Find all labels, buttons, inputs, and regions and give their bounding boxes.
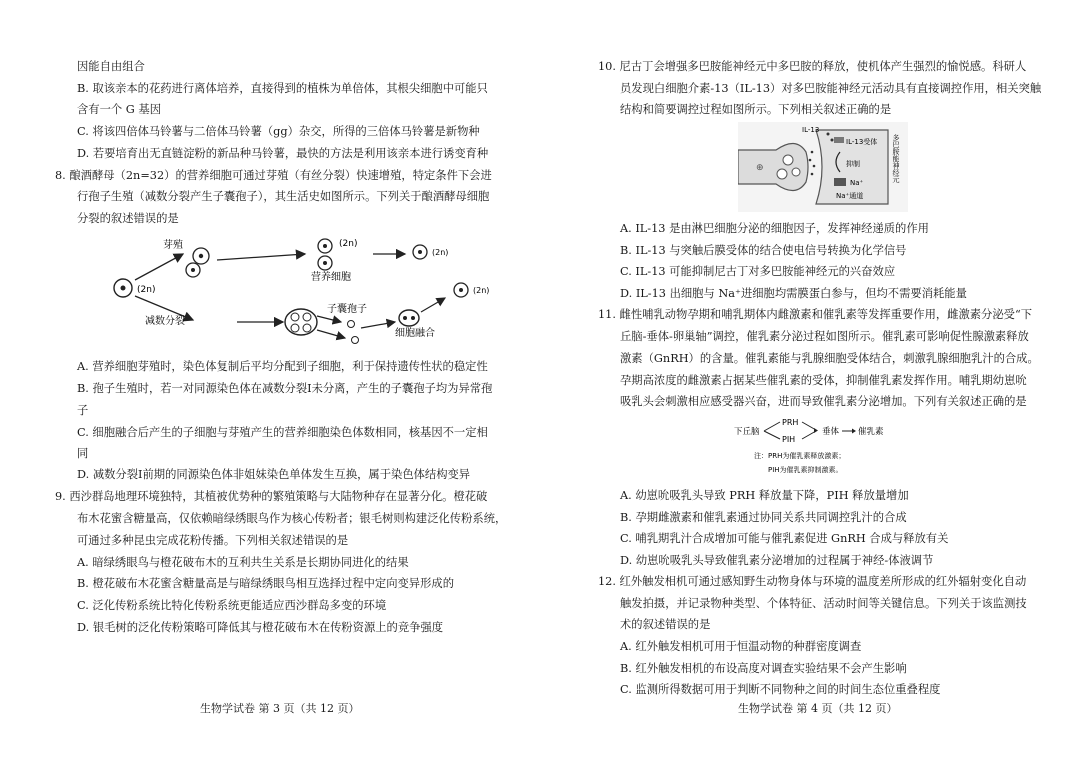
option-b: B. 橙花破布木花蜜含糖量高是与暗绿绣眼鸟相互选择过程中定向变异形成的 xyxy=(77,577,454,590)
ploidy-label: (2n) xyxy=(339,239,358,249)
option-d: D. 幼崽吮吸乳头导致催乳素分泌增加的过程属于神经-体液调节 xyxy=(620,554,934,567)
prolactin-label: 催乳素 xyxy=(858,427,884,437)
pituitary-label: 垂体 xyxy=(822,427,840,437)
option-d: D. 若要培育出无直链淀粉的新品种马铃薯，最快的方法是利用该亲本进行诱变育种 xyxy=(77,147,489,160)
pih-label: PIH xyxy=(782,435,796,444)
na-label: Na⁺ xyxy=(850,179,864,187)
cell-icon xyxy=(413,245,427,259)
svg-text:⊕: ⊕ xyxy=(756,163,764,173)
ploidy-label: (2n) xyxy=(432,248,449,257)
ascospore-label: 子囊孢子 xyxy=(327,304,367,315)
option-a: A. IL-13 是由淋巴细胞分泌的细胞因子，发挥神经递质的作用 xyxy=(620,222,929,235)
text-line: 触发拍摄，并记录物种类型、个体特征、活动时间等关键信息。下列关于该监测技 xyxy=(620,597,1027,610)
inhibit-label: 抑制 xyxy=(846,160,860,168)
page-footer-right: 生物学试卷 第 4 页（共 12 页） xyxy=(738,702,898,715)
option-d: D. IL-13 出细胞与 Na⁺进细胞均需膜蛋白参与，但均不需要消耗能量 xyxy=(620,287,967,300)
question-8-stem: 8. 酿酒酵母（2n=32）的营养细胞可通过芽殖（有丝分裂）快速增殖，特定条件下会进 xyxy=(55,169,492,182)
option-c: C. IL-13 可能抑制尼古丁对多巴胺能神经元的兴奋效应 xyxy=(620,265,896,278)
ascus-icon xyxy=(285,309,317,335)
option-d: D. 银毛树的泛化传粉策略可降低其与橙花破布木在传粉资源上的竞争强度 xyxy=(77,621,444,634)
il13-label: IL-13 xyxy=(802,126,820,134)
text-line: 结构和简要调控过程如图所示。下列相关叙述正确的是 xyxy=(620,103,892,116)
question-9-stem: 9. 西沙群岛地理环境独特，其植被优势种的繁殖策略与大陆物种存在显著分化。橙花破 xyxy=(55,490,488,503)
option-b: B. 孕期雌激素和催乳素通过协同关系共同调控乳汁的合成 xyxy=(620,511,907,524)
option-b: B. 红外触发相机的布设高度对调查实验结果不会产生影响 xyxy=(620,662,907,675)
prolactin-regulation-figure xyxy=(734,414,914,478)
text-line: 行孢子生殖（减数分裂产生子囊孢子），其生活史如图所示。下列关于酿酒酵母细胞 xyxy=(77,190,490,203)
page-footer-left: 生物学试卷 第 3 页（共 12 页） xyxy=(200,702,360,715)
text-line: 术的叙述错误的是 xyxy=(620,618,711,631)
option-a: A. 营养细胞芽殖时，染色体复制后平均分配到子细胞，利于保持遗传性状的稳定性 xyxy=(77,360,488,373)
option-a: A. 暗绿绣眼鸟与橙花破布木的互利共生关系是长期协同进化的结果 xyxy=(77,556,409,569)
na-channel-label: Na⁺通道 xyxy=(836,192,864,200)
fusion-label: 细胞融合 xyxy=(395,328,435,339)
prh-label: PRH xyxy=(782,418,799,427)
hypothalamus-label: 下丘脑 xyxy=(734,427,760,437)
question-12-stem: 12. 红外触发相机可通过感知野生动物身体与环境的温度差所形成的红外辐射变化自动 xyxy=(598,575,1027,588)
text-line: 丘脑-垂体-卵巢轴”调控，催乳素分泌过程如图所示。催乳素可影响促性腺激素释放 xyxy=(620,330,1029,343)
ploidy-label: (2n) xyxy=(473,286,490,295)
cell-icon xyxy=(454,283,468,297)
text-line: 布木花蜜含糖量高，仅依赖暗绿绣眼鸟作为核心传粉者；银毛树则构建泛化传粉系统， xyxy=(77,512,507,525)
option-c: C. 监测所得数据可用于判断不同物种之间的时间生态位重叠程度 xyxy=(620,683,941,696)
yeast-life-cycle-figure xyxy=(105,232,495,347)
figure-note: 注：PRH为催乳素释放激素； xyxy=(754,452,846,460)
il13-receptor-label: IL-13受体 xyxy=(846,138,878,146)
text-line: 激素（GnRH）的含量。催乳素能与乳腺细胞受体结合，刺激乳腺细胞乳汁的合成。 xyxy=(620,352,1039,365)
start-cell xyxy=(114,279,132,297)
option-d: D. 减数分裂Ⅰ前期的同源染色体非姐妹染色单体发生互换，属于染色体结构变异 xyxy=(77,468,471,481)
figure-note: PIH为催乳素抑制激素。 xyxy=(768,466,843,474)
vegetative-cells-icon xyxy=(318,239,332,270)
text-line: 子 xyxy=(77,404,89,417)
meiosis-label: 减数分裂 xyxy=(145,316,185,327)
option-a: A. 幼崽吮吸乳头导致 PRH 释放量下降，PIH 释放量增加 xyxy=(620,489,909,502)
text-line: 因能自由组合 xyxy=(77,60,145,73)
dopaminergic-neuron-label: 多巴胺能神经元 xyxy=(892,134,900,183)
question-10-stem: 10. 尼古丁会增强多巴胺能神经元中多巴胺的释放，使机体产生强烈的愉悦感。科研人 xyxy=(598,60,1027,73)
budding-label: 芽殖 xyxy=(163,240,183,251)
text-line: 员发现白细胞介素-13（IL-13）对多巴胺能神经元活动具有直接调控作用，相关突触 xyxy=(620,82,1042,95)
ploidy-label: (2n) xyxy=(137,285,156,295)
text-line: 可通过多种昆虫完成花粉传播。下列相关叙述错误的是 xyxy=(77,534,349,547)
text-line: 孕期高浓度的雌激素占据某些催乳素的受体，抑制催乳素发挥作用。哺乳期幼崽吮 xyxy=(620,374,1027,387)
text-line: 含有一个 G 基因 xyxy=(77,103,161,116)
text-line: 分裂的叙述错误的是 xyxy=(77,212,179,225)
text-line: 吸乳头会刺激相应感受器兴奋，进而导致催乳素分泌增加。下列有关叙述正确的是 xyxy=(620,395,1027,408)
spore-icon xyxy=(348,321,359,344)
budding-cell-icon xyxy=(186,248,209,277)
synapse-figure xyxy=(738,122,908,212)
text-line: 同 xyxy=(77,447,89,460)
option-c: C. 细胞融合后产生的子细胞与芽殖产生的营养细胞染色体数相同，核基因不一定相 xyxy=(77,426,488,439)
option-c: C. 将该四倍体马铃薯与二倍体马铃薯（gg）杂交，所得的三倍体马铃薯是新物种 xyxy=(77,125,480,138)
option-b: B. 取该亲本的花药进行离体培养，直接得到的植株为单倍体，其根尖细胞中可能只 xyxy=(77,82,488,95)
option-c: C. 泛化传粉系统比特化传粉系统更能适应西沙群岛多变的环境 xyxy=(77,599,387,612)
option-b: B. IL-13 与突触后膜受体的结合使电信号转换为化学信号 xyxy=(620,244,907,257)
option-a: A. 红外触发相机可用于恒温动物的种群密度调查 xyxy=(620,640,862,653)
option-b: B. 孢子生殖时，若一对同源染色体在减数分裂Ⅰ未分离，产生的子囊孢子均为异常孢 xyxy=(77,382,493,395)
option-c: C. 哺乳期乳汁合成增加可能与催乳素促进 GnRH 合成与释放有关 xyxy=(620,532,949,545)
fused-cell-icon xyxy=(399,310,419,326)
question-11-stem: 11. 雌性哺乳动物孕期和哺乳期体内雌激素和催乳素等发挥重要作用，雌激素分泌受“下 xyxy=(598,308,1033,321)
vegetative-cell-label: 营养细胞 xyxy=(311,272,351,283)
